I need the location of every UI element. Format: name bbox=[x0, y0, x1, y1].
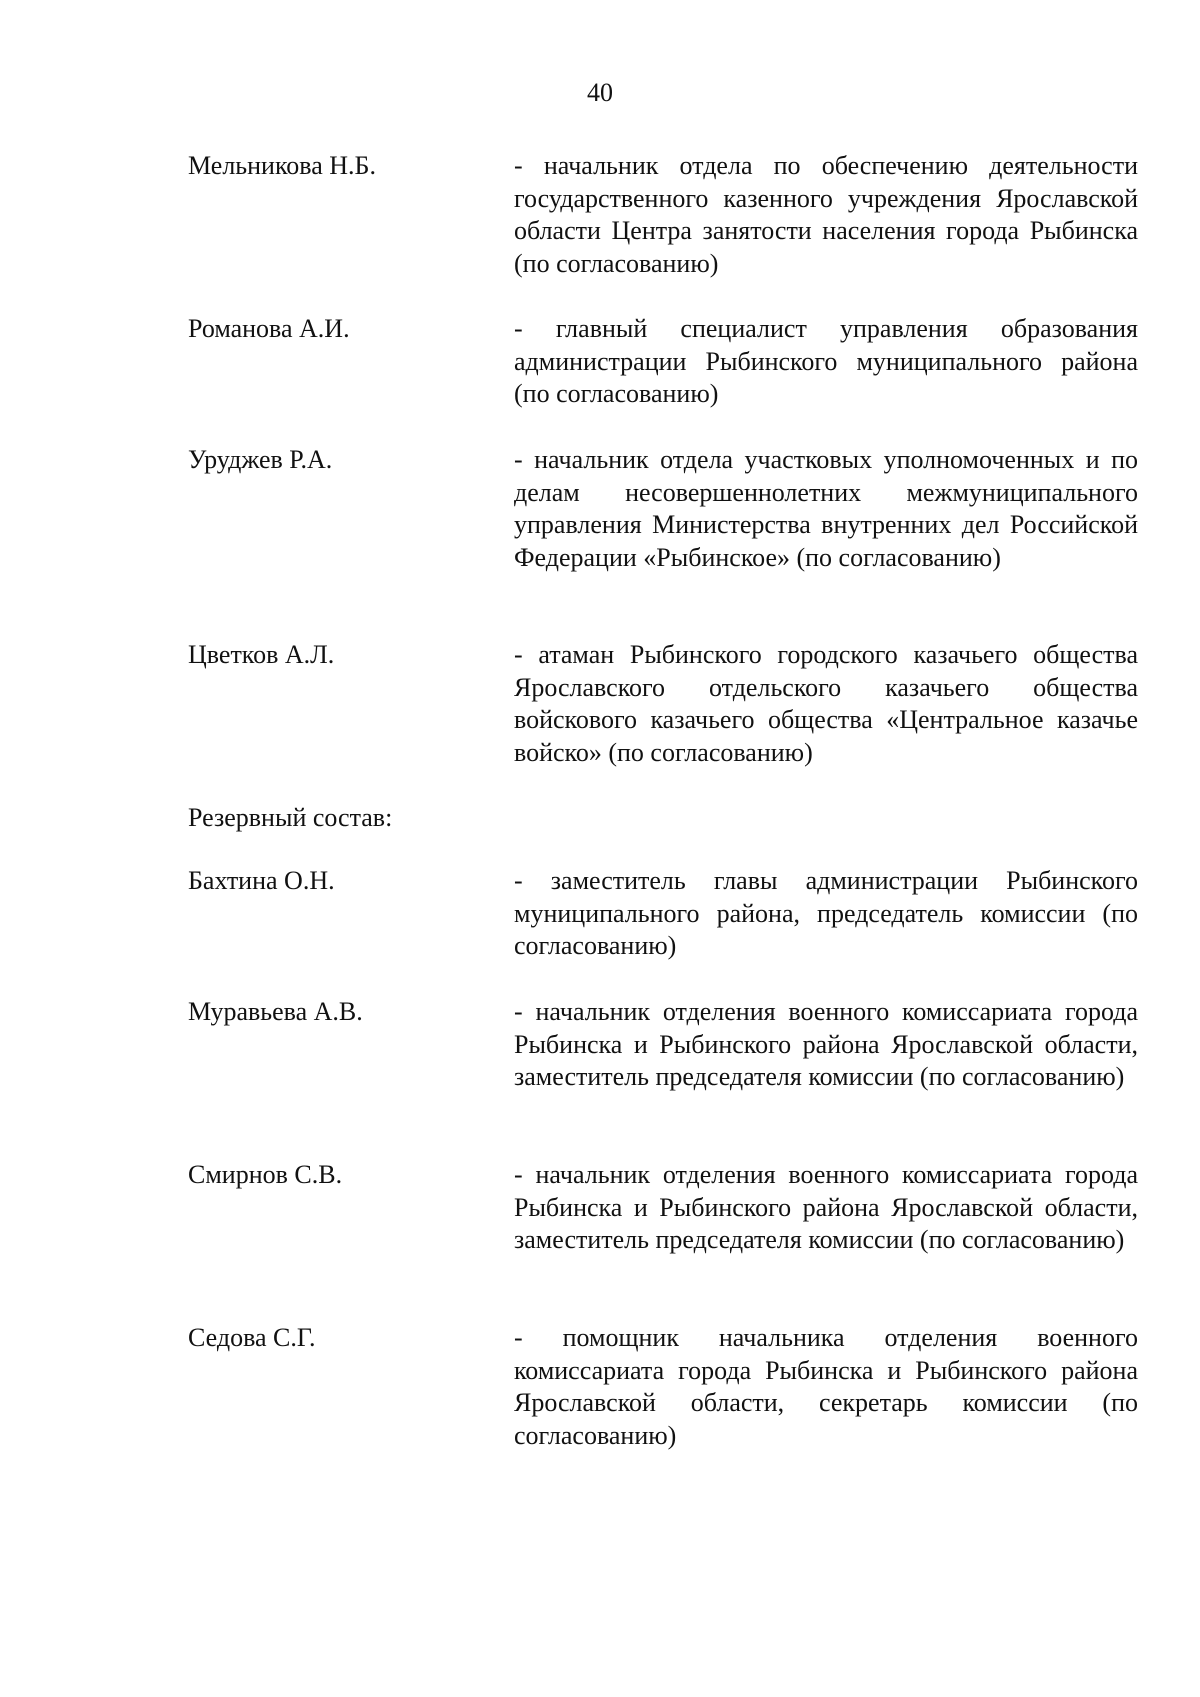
reserve-member-name: Бахтина О.Н. bbox=[188, 866, 335, 895]
member-role: - начальник отдела по обеспечению деятельности государственного казенного учреждения Ярославской области Центра занятости населения города Рыбинска (по согласованию) bbox=[514, 151, 1138, 278]
member-name: Мельникова Н.Б. bbox=[188, 151, 376, 180]
reserve-heading: Резервный состав: bbox=[188, 803, 393, 832]
reserve-member-name: Седова С.Г. bbox=[188, 1323, 316, 1352]
reserve-member-role: - помощник начальника отделения военного комиссариата города Рыбинска и Рыбинского района Ярославской области, секретарь комиссии (по согласованию) bbox=[514, 1323, 1138, 1450]
page-number: 40 bbox=[587, 78, 613, 107]
reserve-member-name: Смирнов С.В. bbox=[188, 1160, 343, 1189]
reserve-member-role: - начальник отделения военного комиссариата города Рыбинска и Рыбинского района Ярославской области, заместитель председателя комиссии (по согласованию) bbox=[514, 997, 1138, 1091]
member-role: - главный специалист управления образования администрации Рыбинского муниципального района (по согласованию) bbox=[514, 314, 1138, 408]
reserve-member-role: - начальник отделения военного комиссариата города Рыбинска и Рыбинского района Ярославской области, заместитель председателя комиссии (по согласованию) bbox=[514, 1160, 1138, 1254]
reserve-member-name: Муравьева А.В. bbox=[188, 997, 363, 1026]
member-role: - атаман Рыбинского городского казачьего общества Ярославского отдельского казачьего общества войскового казачьего общества «Центральное казачье войско» (по согласованию) bbox=[514, 640, 1138, 767]
member-name: Цветков А.Л. bbox=[188, 640, 335, 669]
member-name: Романова А.И. bbox=[188, 314, 350, 343]
member-name: Уруджев Р.А. bbox=[188, 445, 333, 474]
reserve-member-role: - заместитель главы администрации Рыбинского муниципального района, председатель комиссии (по согласованию) bbox=[514, 866, 1138, 960]
member-role: - начальник отдела участковых уполномоченных и по делам несовершеннолетних межмуниципального управления Министерства внутренних дел Российской Федерации «Рыбинское» (по согласованию) bbox=[514, 445, 1138, 572]
